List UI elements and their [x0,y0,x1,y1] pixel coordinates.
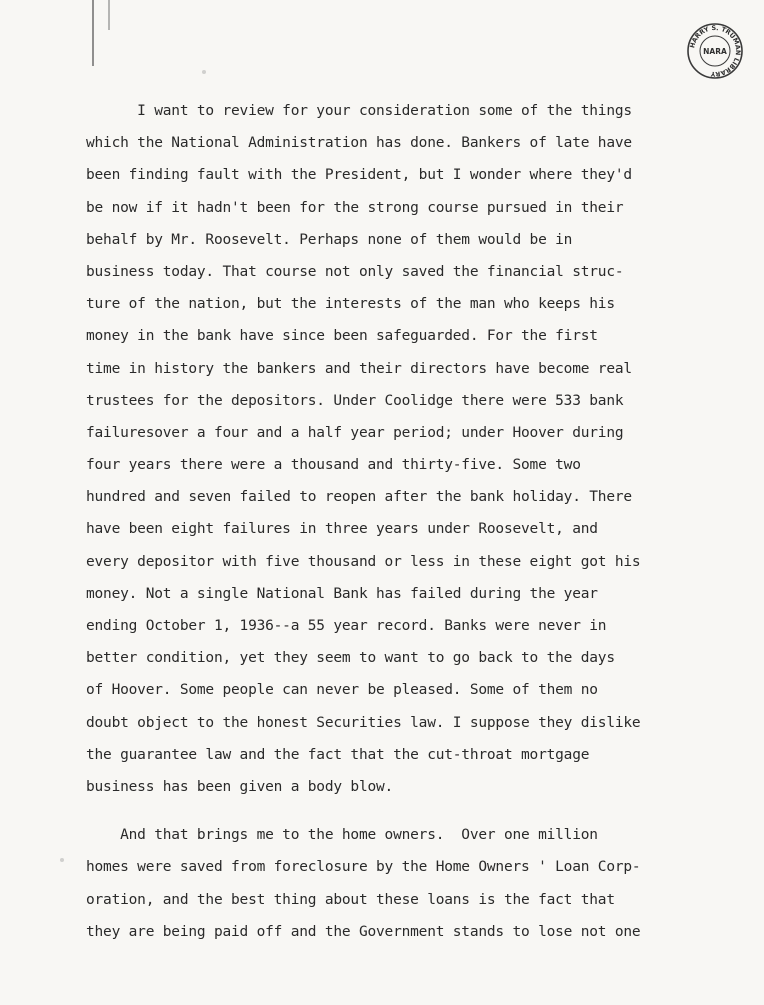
text-line: I want to review for your consideration some of the things [86,103,632,119]
text-line: doubt object to the honest Securities law. I suppose they dislike [86,714,641,731]
text-line: business today. That course not only saved the financial struc- [86,263,624,280]
text-line: have been eight failures in three years under Roosevelt, and [86,521,598,538]
text-line: the guarantee law and the fact that the cut-throat mortgage [86,746,590,763]
text-line: oration, and the best thing about these loans is the fact that [86,891,615,908]
text-line: business has been given a body blow. [86,778,394,795]
stamp-ring-text: HARRY S. TRUMAN LIBRARY [688,23,743,79]
text-line: they are being paid off and the Government stands to lose not one [86,923,641,940]
text-line: be now if it hadn't been for the strong course pursued in their [86,199,624,216]
text-line: of Hoover. Some people can never be pleased. Some of them no [86,682,598,699]
text-line: failuresover a four and a half year period; under Hoover during [86,424,624,441]
stamp-center-text: NARA [703,47,727,56]
library-stamp [686,22,744,80]
text-line: trustees for the depositors. Under Coolidge there were 533 bank [86,392,624,409]
text-line: And that brings me to the home owners. Over one million [86,827,598,844]
text-line: money in the bank have since been safeguarded. For the first [86,328,598,345]
paragraph [86,819,746,948]
text-line: ture of the nation, but the interests of the man who keeps his [86,296,615,313]
text-line: behalf by Mr. Roosevelt. Perhaps none of them would be in [86,231,573,248]
margin-mark [108,0,110,30]
text-line: been finding fault with the President, but I wonder where they'd [86,167,632,184]
paper-speck [60,858,64,862]
paragraph [86,95,746,803]
text-line: which the National Administration has done. Bankers of late have [86,135,632,152]
paper-speck [202,70,206,74]
text-line: every depositor with five thousand or less in these eight got his [86,553,641,570]
text-line: homes were saved from foreclosure by the Home Owners ' Loan Corp- [86,859,641,876]
text-line: money. Not a single National Bank has failed during the year [86,585,598,602]
typed-text-body [86,95,746,948]
text-line: better condition, yet they seem to want to go back to the days [86,650,615,667]
text-line: time in history the bankers and their directors have become real [86,360,632,377]
text-line: hundred and seven failed to reopen after the bank holiday. There [86,489,632,506]
text-line: four years there were a thousand and thirty-five. Some two [86,457,581,474]
margin-mark [92,0,94,66]
text-line: ending October 1, 1936--a 55 year record. Banks were never in [86,618,607,634]
